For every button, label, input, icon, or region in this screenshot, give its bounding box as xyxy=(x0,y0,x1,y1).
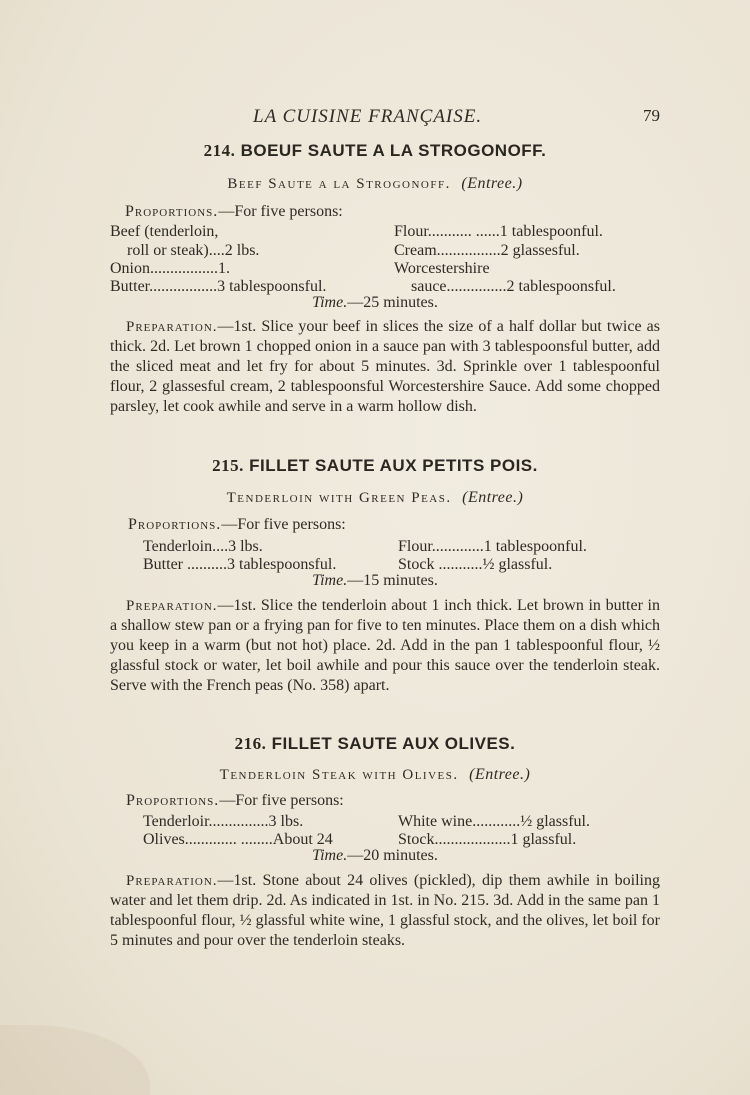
time-label: Time. xyxy=(312,294,348,311)
recipe-name: FILLET SAUTE AUX PETITS POIS. xyxy=(249,456,538,475)
ingredient-left: Butter ..........3 tablespoonsful. xyxy=(143,556,337,573)
time-value: —15 minutes. xyxy=(347,572,438,589)
recipe-english-name: Tenderloin with Green Peas. xyxy=(226,490,452,506)
time-label: Time. xyxy=(312,847,348,864)
preparation-text: —1st. Slice the tenderloin about 1 inch thick. Let brown in butter in a shallow stew pan or a frying pan for five to ten minutes. Place them on a dish which you keep in a warm (but not hot) place. 2d. Add in the pan 1 tablespoonful flour, ½ glassful stock or water, let boil awhile and pour this sauce over the tenderloin steak. Serve with the French peas (No. 358) apart. xyxy=(110,597,660,694)
proportions-line xyxy=(126,792,344,810)
cooking-time xyxy=(0,572,750,590)
recipe-number: 214. xyxy=(203,141,236,160)
proportions-line xyxy=(125,203,343,221)
ingredient-right: Stock ...........½ glassful. xyxy=(398,556,553,573)
ingredient-right: White wine............½ glassful. xyxy=(398,813,590,830)
recipe-215-title xyxy=(0,456,750,476)
recipe-216-title xyxy=(0,734,750,754)
ingredient-left: Butter.................3 tablespoonsful. xyxy=(110,278,327,295)
ingredient-right: Stock...................1 glassful. xyxy=(398,831,577,848)
page-header xyxy=(110,106,660,130)
proportions-label: Proportions. xyxy=(126,792,220,809)
ingredient-right: Cream................2 glassesful. xyxy=(394,242,580,259)
proportions-label: Proportions. xyxy=(125,203,219,220)
preparation-paragraph xyxy=(110,871,660,951)
cooking-time xyxy=(0,847,750,865)
ingredient-right: Flour.............1 tablespoonful. xyxy=(398,538,587,555)
preparation-label: Preparation. xyxy=(126,319,218,335)
recipe-english-name: Beef Saute a la Strogonoff. xyxy=(227,176,451,192)
preparation-text: —1st. Slice your beef in slices the size of a half dollar but twice as thick. 2d. Let brown 1 chopped onion in a sauce pan with 3 tablespoonsful butter, add the sliced meat and let fry for about 5 minutes. 3d. Sprinkle over 1 tablespoonful flour, 2 glassesful cream, 2 tablespoonsful Worcestershire Sauce. Add some chopped parsley, let cook awhile and serve in a warm hollow dish. xyxy=(110,318,660,415)
recipe-category: (Entree.) xyxy=(469,766,531,783)
ingredient-left: Olives............. ........About 24 xyxy=(143,831,333,848)
proportions-text: —For five persons: xyxy=(221,516,346,533)
recipe-category: (Entree.) xyxy=(461,175,523,192)
recipe-name: BOEUF SAUTE A LA STROGONOFF. xyxy=(240,141,547,160)
recipe-english-name: Tenderloin Steak with Olives. xyxy=(219,767,459,783)
cooking-time xyxy=(0,294,750,312)
ingredient-left: Tenderloir...............3 lbs. xyxy=(143,813,304,830)
proportions-text: —For five persons: xyxy=(219,792,344,809)
ingredient-right: Flour........... ......1 tablespoonful. xyxy=(394,223,603,240)
ingredient-left: roll or steak)....2 lbs. xyxy=(127,242,260,259)
recipe-category: (Entree.) xyxy=(462,489,524,506)
time-value: —25 minutes. xyxy=(347,294,438,311)
recipe-name: FILLET SAUTE AUX OLIVES. xyxy=(271,734,516,753)
page-number: 79 xyxy=(643,106,660,125)
recipe-214-title xyxy=(0,141,750,161)
recipe-215-subtitle xyxy=(0,489,750,507)
proportions-line xyxy=(128,516,346,534)
recipe-214-subtitle xyxy=(0,175,750,193)
recipe-216-subtitle xyxy=(0,766,750,784)
ingredient-left: Onion.................1. xyxy=(110,260,230,277)
proportions-text: —For five persons: xyxy=(218,203,343,220)
ingredient-left: Tenderloin....3 lbs. xyxy=(143,538,263,555)
recipe-number: 215. xyxy=(212,456,244,475)
time-label: Time. xyxy=(312,572,348,589)
ingredient-right: Worcestershire xyxy=(394,260,490,277)
time-value: —20 minutes. xyxy=(347,847,438,864)
preparation-label: Preparation. xyxy=(126,873,218,889)
ingredient-right: sauce...............2 tablespoonsful. xyxy=(411,278,616,295)
page-stain xyxy=(0,1025,150,1095)
proportions-label: Proportions. xyxy=(128,516,222,533)
preparation-text: —1st. Stone about 24 olives (pickled), dip them awhile in boiling water and let them drip. 2d. As indicated in 1st. in No. 215. 3d. Add in the same pan 1 tablespoonful flour, ½ glassful white wine, 1 glassful stock, and the olives, let boil for 5 minutes and pour over the tenderloin steaks. xyxy=(110,872,660,949)
running-title: LA CUISINE FRANÇAISE. xyxy=(253,106,483,127)
preparation-paragraph xyxy=(110,596,660,696)
preparation-label: Preparation. xyxy=(126,598,218,614)
preparation-paragraph xyxy=(110,317,660,417)
recipe-number: 216. xyxy=(234,734,267,753)
ingredient-left: Beef (tenderloin, xyxy=(110,223,219,240)
